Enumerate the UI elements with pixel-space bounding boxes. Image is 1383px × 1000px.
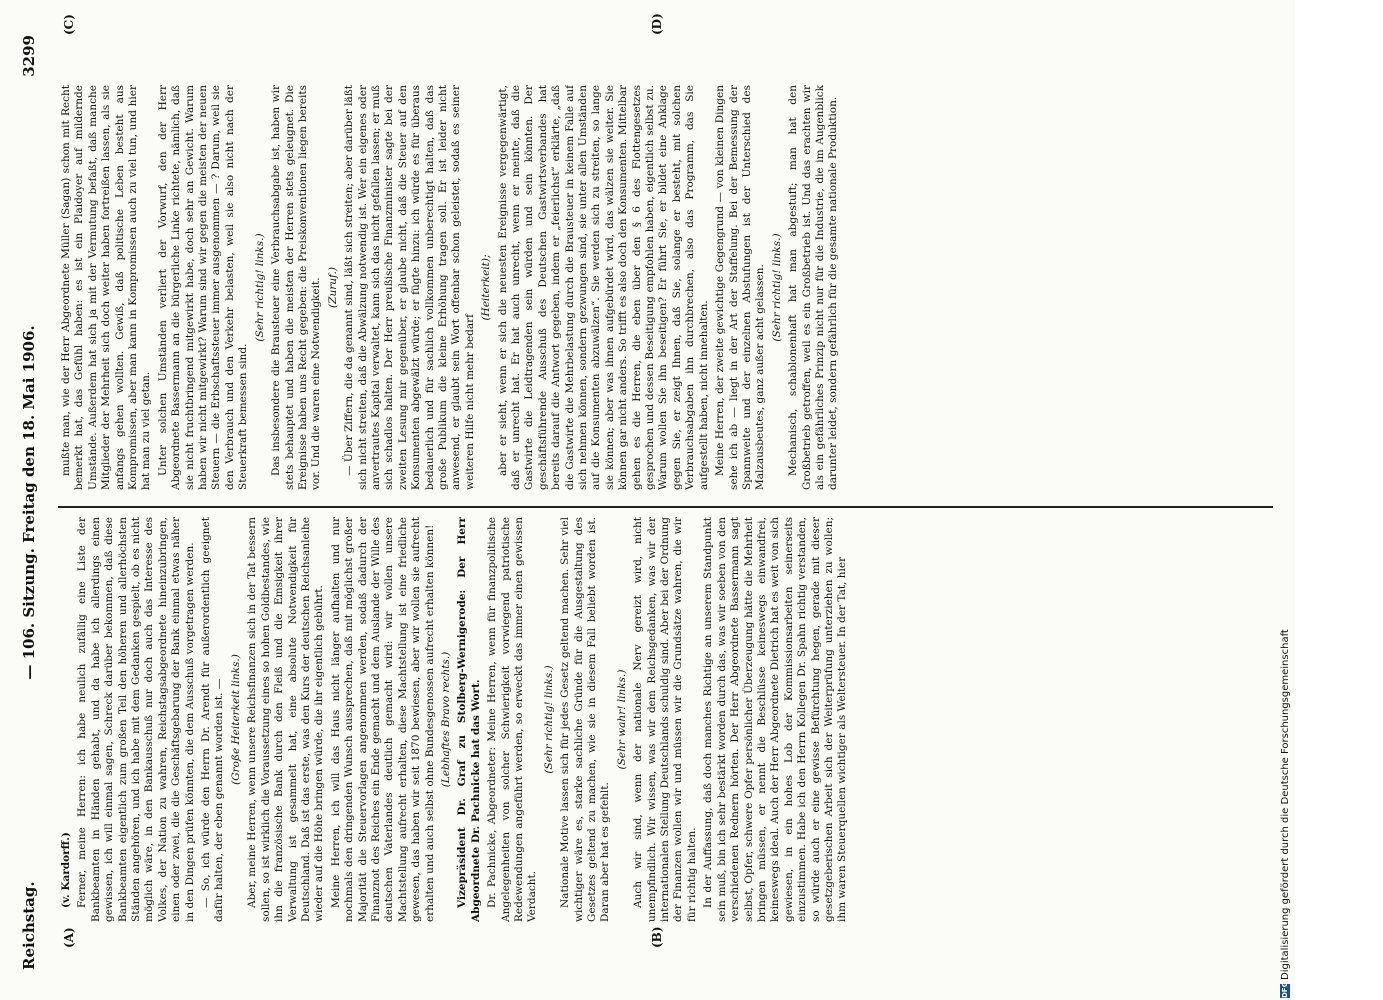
paragraph: aber er sieht, wenn er sich die neuesten Ereignisse vergegenwärtigt, daß er unrecht hat. Er hat auch unrecht, wenn er meinte, daß die Gastwirte die Leidtragenden sein würden und sein könnten. Der geschäftsführende Ausschuß des Deutschen Gastwirtsverbandes hat bereits darauf die Antwort gegeben, indem er „feierlichst“ erklärte, „daß die Gastwirte die Mehrbelastung durch die Brausteuer in keinem Falle auf sich nehmen können, sondern gezwungen sind, sie unter allen Umständen auf die Konsumenten abzuwälzen“. Sie werden sich zu streiten, so lange sie können; aber was ihnen aufgebürdet wird, das wälzen sie weiter. Sie können gar nicht anders. So trifft es also doch den Konsumenten. Mittelbar gehen es die Herren, die eben über den § 6 des Flottengesetzes gesprochen und dessen Beseitigung empfohlen haben, eigentlich selbst zu. Warum wollen Sie ihn beseitigen? Er führt Sie, er bildet eine Anklage gegen Sie, er zeigt Ihnen, daß Sie, solange er besteht, mit solchen Verbrauchsabgaben ihn durchbrechen, also das Programm, das Sie aufgestellt haben, nicht innehalten. (496, 85, 710, 490)
paragraph: Aber, meine Herren, wenn unsere Reichsfinanzen sich in der Tat bessern sollen, so ist wirklich die Voraussetzung eines so hohen Goldbestandes, wie ihn die französische Bank durch den Fleiß und die Emsigkeit ihrer Verwaltung ist gesammelt hat, eine absolute Notwendigkeit für Deutschland. Daß ist das erste, was den Kurs der deutschen Reichsanleihe wieder auf die Höhe bringen würde, die ihr eigentlich gebührt. (246, 517, 326, 922)
margin-label-b: (B) (650, 926, 664, 948)
interjection: (Sehr richtig! links.) (253, 233, 266, 342)
paragraph: (v. Kardorff.) (60, 832, 72, 908)
paragraph: — Über Ziffern, die da genannt sind, läßt sich streiten; aber darüber läßt sich nicht streiten, daß die Abwälzung notwendig ist. Wer ein eigenes oder anvertrautes Kapital verwaltet, kann sich das nicht gefallen lassen; er muß sich schadlos halten. Der Herr preußische Finanzminister sagte bei der zweiten Lesung mir gegenüber, er glaube nicht, daß die Steuer auf den Konsumenten abgewälzt würde; er fügte hinzu: ich würde es für überaus bedauerlich und für sachlich vollkommen unberechtigt halten, daß das große Publikum die kleine Erhöhung tragen soll. Er ist leider nicht anwesend, er glaubt sein Wort offenbar schon geleistet, sodaß es seiner weiteren Hilfe nicht mehr bedarf (343, 85, 476, 490)
paragraph: Meine Herren, ich will das Haus nicht länger aufhalten und nur nochmals den dringenden Wunsch aussprechen, daß mit möglichst großer Majorität die Steuervorlagen angenommen werden, sodaß dadurch der Finanznot des Reiches ein Ende gemacht und dem Auslande der Wille des deutschen Vaterlandes deutlich gemacht wird: wir wollen unsere Machtstellung aufrecht erhalten, diese Machtstellung ist eine friedliche gewesen, das haben wir seit 1870 bewiesen, aber wir wollen sie aufrecht erhalten und auch selbst ohne Bundesgenossen aufrecht erhalten können! (329, 517, 436, 922)
interjection: (Heiterkeit); (480, 254, 493, 321)
paragraph: Nationale Motive lassen sich für jedes Gesetz geltend machen. Sehr viel wichtiger wäre es, starke sachliche Gründe für die Ausgestaltung des Gesetzes geltend zu machen, wie sie in diesem Fall beliebt worden ist. Daran aber hat es gefehlt. (559, 517, 612, 922)
paragraph: Auch wir sind, wenn der nationale Nerv gereizt wird, nicht unempfindlich. Wir wissen, was wir dem Reichsgedanken, was wir der internationalen Stellung Deutschlands schuldig sind. Aber bei der Ordnung der Finanzen wollen wir und müssen wir die Grundsätze wahren, die wir für richtig halten. (632, 517, 698, 922)
paragraph: Unter solchen Umständen verliert der Vorwurf, den der Herr Abgeordnete Bassermann an die bürgerliche Linke richtete, nämlich, daß sie nicht fruchtbringend mitgewirkt habe, doch sehr an Gewicht. Warum haben wir nicht mitgewirkt? Warum sind wir gegen die meisten der neuen Steuern — die Erbschaftssteuer immer ausgenommen — ? Darum, weil sie den Verbrauch und den Verkehr belasten, weil sie also nicht nach der Steuerkraft bemessen sind. (156, 85, 250, 490)
paragraph: In der Auffassung, daß doch manches Richtige an unserem Standpunkt sein muß, bin ich sehr bestärkt worden durch das, was wir soeben von den verschiedenen Rednern hörten. Der Herr Abgeordnete Bassermann sagt selbst, Opfer, schwere Opfer persönlicher Überzeugung hätte die Mehrheit bringen müssen, er nennt die Beschlüsse keineswegs einwandfrei, keineswegs ideal. Auch der Herr Abgeordnete Dietrich hat es weit von sich gewiesen, in ein hohes Lob der Kommissionsarbeiten seinerseits einzustimmen. Habe ich den Herrn Kollegen Dr. Spahn richtig verstanden, so würde auch er eine gewisse Befürchtung hegen, gerade mit dieser gesetzgeberischen Arbeit sich der Weiterprüfung unterziehen zu wollen; ihm waren Steuerquellen wichtiger als Weltersteuer. In der Tat, hier (702, 517, 849, 922)
digitization-credit (1278, 0, 1294, 1000)
margin-label-d: (D) (650, 13, 664, 35)
margin-label-a: (A) (62, 927, 76, 948)
interjection: (Sehr richtig! links.) (770, 233, 783, 342)
header-center: — 106. Sitzung. Freitag den 18. Mai 1906. (20, 325, 38, 680)
interjection: (Lebhaftes Bravo rechts.) (439, 651, 452, 788)
dfg-logo: DFG (1281, 981, 1289, 998)
paragraph: — So, ich würde den Herrn Dr. Arendt für außerordentlich geeignet dafür halten, der eben genannt worden ist. — (200, 517, 226, 922)
page-header (10, 35, 50, 970)
paragraph: Ferner, meine Herren: ich habe neulich zufällig eine Liste der Bankbeamten in Händen gehabt, und da habe ich allerdings einen gewissen, ich will einmal sagen, Schreck darüber bekommen, daß diese Bankbeamten eigentlich zum großen Teil den höheren und allerhöchsten Ständen angehören, und ich habe mit dem Gedanken gespielt, ob es nicht möglich wäre, in den Bankausschuß nur doch auch das Interesse des Volkes, der Nation zu wahren, Reichstagsabgeordnete hineinzubringen, einen oder zwei, die die Geschäftsgebarung der Bank einmal etwas näher in den Dingen prüfen könnten, die dem Ausschuß vorgetragen werden. (76, 517, 196, 922)
paragraph: Das insbesondere die Brausteuer eine Verbrauchsabgabe ist, haben wir stets behauptet und haben die meisten der Herren stets geleugnet. Die Ereignisse haben uns Recht gegeben: die Preiskonventionen liegen bereits vor. Und die waren eine Notwendigkeit. (270, 85, 323, 490)
left-column (60, 517, 1270, 922)
paragraph: mußte man, wie der Herr Abgeordnete Müller (Sagan) schon mit Recht bemerkt hat, das Gefühl haben: es ist ein Plaidoyer auf mildernde Umstände. Außerdem hat sich ja mit der Vermutung befaßt, daß manche Mitglieder der Mehrheit sich doch weiter haben fortreißen lassen, als sie anfangs gehen wollten. Gewiß, daß politische Leben besteht aus Kompromissen, aber man kann in Kompromissen auch zu viel tun, und hier hat man zu viel getan. (60, 85, 153, 490)
header-left: Reichstag. (20, 881, 38, 970)
page-number: 3299 (20, 35, 38, 77)
interjection: (Zuruf.) (326, 267, 339, 308)
paragraph: Dr. Pachnicke, Abgeordneter: Meine Herren, wenn für finanzpolitische Angelegenheiten von solcher Schwierigkeit vorwiegend patriotische Redewendungen angeführt werden, so erweckt das immer einen gewissen Verdacht. (486, 517, 539, 922)
paragraph: Meine Herren, der zweite gewichtige Gegengrund — von kleinen Dingen sehe ich ab — liegt in der Art der Staffelung. Bei der Bemessung der Spannweite und der einzelnen Abstufungen ist der Unterschied des Malzausbeutes, ganz außer acht gelassen. (714, 85, 767, 490)
interjection: (Große Heiterkeit links.) (229, 654, 242, 785)
paragraph: Mechanisch, schablonenhaft hat man abgestuft; man hat den Großbetrieb getroffen, weil es ein Großbetrieb ist. Und das erachten wir als ein gefährliches Prinzip nicht nur für die Industrie, die im Augenblick darunter leidet, sondern gefährlich für die gesamte nationale Produktion. (787, 85, 840, 490)
credit-text: Digitalisierung gefördert durch die Deutsche Forschungsgemeinschaft (1280, 629, 1291, 980)
interjection: (Sehr wahr! links.) (615, 669, 628, 770)
right-column (60, 85, 1270, 490)
interjection: (Sehr richtig! links.) (542, 665, 555, 774)
margin-label-c: (C) (62, 14, 76, 35)
column-divider (58, 506, 1273, 508)
paragraph: Vizepräsident Dr. Graf zu Stolberg-Wernigerode: Der Herr Abgeordnete Dr. Pachnicke hat das Wort. (456, 517, 482, 922)
